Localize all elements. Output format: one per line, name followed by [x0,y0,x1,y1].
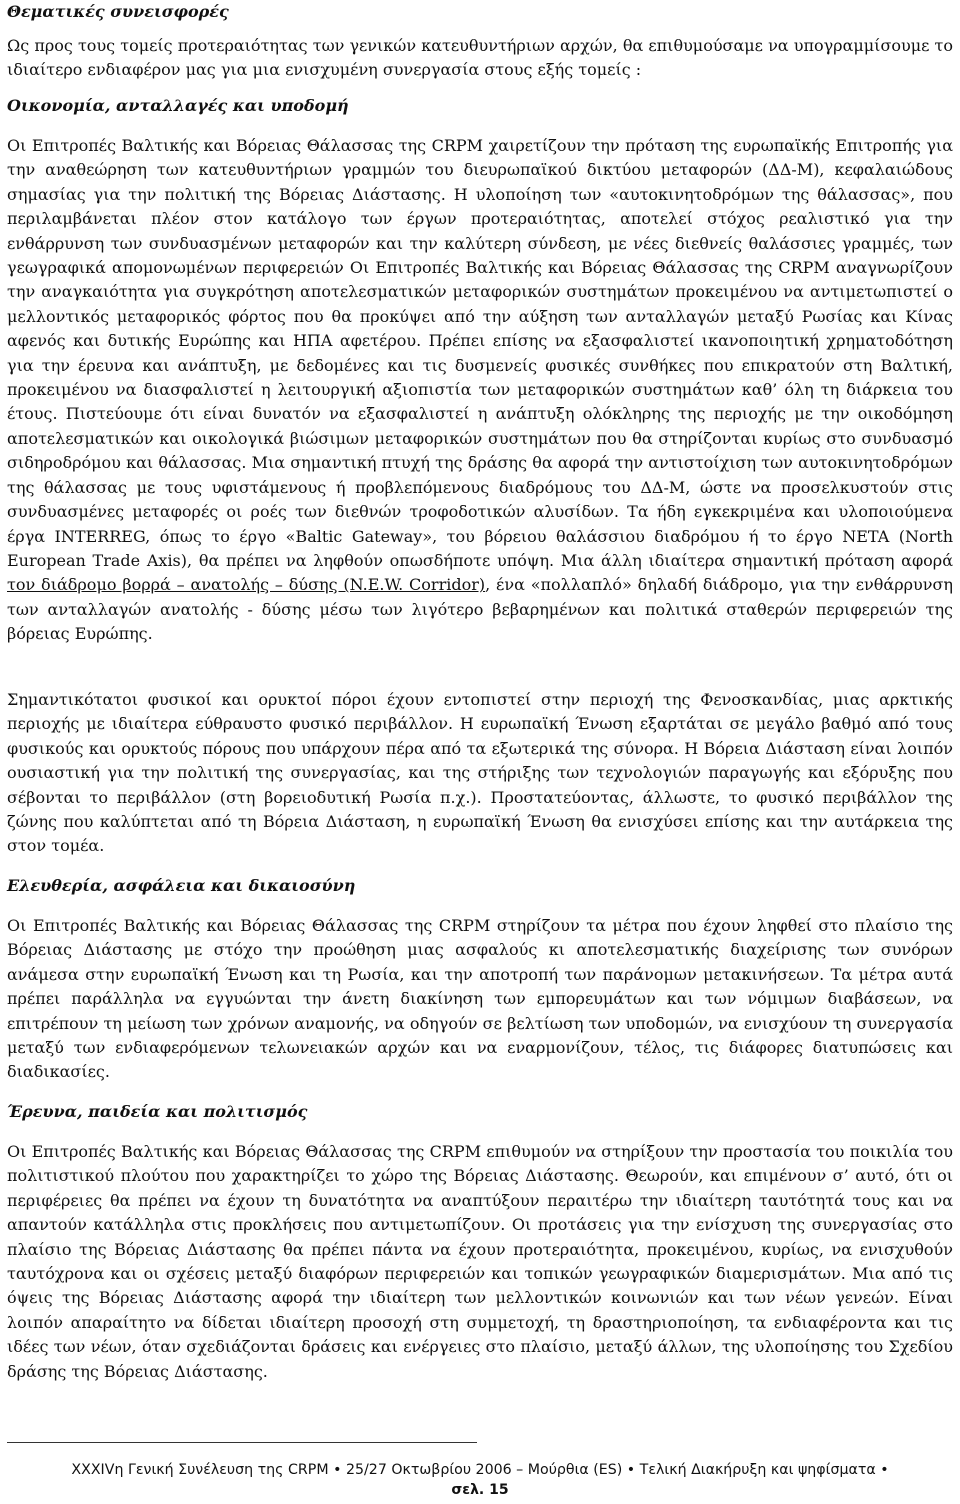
subheading-research [7,1101,307,1123]
economy-paragraph-text-end: , ένα «πολλαπλό» δηλαδή διάδρομο, για την ενθάρρυνση των ανταλλαγών ανατολής - δύσης μέσω των λιγότερο βεβαρημένων και πολιτικά σταθερών περιφερειών της βόρειας Ευρώπης. [7,575,953,644]
subheading-economy-label: Οικονομία, ανταλλαγές και υποδομή [7,96,349,115]
economy-paragraph [7,134,953,647]
subheading-freedom [7,875,355,897]
intro-paragraph: Ως προς τους τομείς προτεραιότητας των γενικών κατευθυντήριων αρχών, θα επιθυμούσαμε να υπογραμμίσουμε το ιδιαίτερο ενδιαφέρον μας για μια ενισχυμένη συνεργασία στους εξής τομείς : [7,36,953,80]
footer-text: XXXIVη Γενική Συνέλευση της CRPM • 25/27 Οκτωβρίου 2006 – Μούρθια (ES) • Τελική Διακήρυξη και ψηφίσματα • [71,1462,889,1478]
resources-paragraph: Σημαντικότατοι φυσικοί και ορυκτοί πόροι έχουν εντοπιστεί στην περιοχή της Φενοσκανδίας, μιας αρκτικής περιοχής με ιδιαίτερα εύθραυστο φυσικό περιβάλλον. Η ευρωπαϊκή Ένωση εξαρτάται σε μεγάλο βαθμό από τους φυσικούς και ορυκτούς πόρους που υπάρχουν πέρα από τα εξωτερικά της σύνορα. Η Βόρεια Διάσταση είναι λοιπόν ουσιαστική για την πολιτική της συνεργασίας, και της στήριξης των τεχνολογιών παραγωγής και εξόρυξης που σέβονται το περιβάλλον (στη βορειοδυτική Ρωσία π.χ.). Προστατεύοντας, άλλωστε, το φυσικό περιβάλλον της ζώνης που καλύπτεται από τη Βόρεια Διάσταση, η ευρωπαϊκή Ένωση θα ενισχύσει επίσης και την αυτάρκεια της στον τομέα. [7,690,953,856]
freedom-paragraph: Οι Επιτροπές Βαλτικής και Βόρειας Θάλασσας της CRPM στηρίζουν τα μέτρα που έχουν ληφθεί στο πλαίσιο της Βόρειας Διάστασης με στόχο την προώθηση μιας ασφαλούς κι αποτελεσματικής διαχείρισης των συνόρων ανάμεσα στην ευρωπαϊκή Ένωση και τη Ρωσία, και την αποτροπή των παράνομων μετακινήσεων. Τα μέτρα αυτά πρέπει παράλληλα να εγγυώνται την άνετη διακίνηση των εμπορευμάτων και των νόμιμων διαβάσεων, να επιτρέπουν τη μείωση των χρόνων αναμονής, να οδηγούν σε βελτίωση των υποδομών, να ενισχύουν τη συνεργασία μεταξύ των ενδιαφερόμενων τελωνειακών αρχών και να εναρμονίζουν, τέλος, τις διάφορες διατυπώσεις και διαδικασίες. [7,916,953,1082]
subheading-economy [7,95,349,117]
subheading-research-label: Έρευνα, παιδεία και πολιτισμός [7,1102,308,1121]
research-paragraph: Οι Επιτροπές Βαλτικής και Βόρειας Θάλασσας της CRPM επιθυμούν να στηρίξουν την προστασία του ποικιλία του πολιτιστικού πλούτου που χαρακτηρίζει το χώρο της Βόρειας Διάστασης. Θεωρούν, και επιμένουν σ’ αυτό, ότι οι περιφέρειες θα πρέπει να έχουν τη δυνατότητα να αναπτύξουν περαιτέρω την ιδιαίτερη ταυτότητά τους και να απαντούν κατάλληλα στις προκλήσεις που αντιμετωπίζουν. Οι προτάσεις για την ενίσχυση της συνεργασίας στο πλαίσιο της Βόρειας Διάστασης θα πρέπει πάντα να έχουν προτεραιότητα, προκειμένου, κυρίως, να ενισχυθούν ταυτόχρονα και οι σχέσεις μεταξύ διαφόρων περιφερειών και τοπικών γεωγραφικών διαμερισμάτων. Μια από τις όψεις της Βόρειας Διάστασης αφορά την ιδιαίτερη των μελλοντικών κοινωνιών και των νέων γενεών. Είναι λοιπόν απαραίτητο να δίδεται ιδιαίτερη προσοχή στη συμμετοχή, τη δραστηριοποίηση, τα ενδιαφέροντα και τις ιδέες των νέων, όταν σχεδιάζονται δράσεις και ενέργειες στο πλαίσιο, μεταξύ άλλων, της υλοποίησης του Σχεδίου δράσης της Βόρειας Διάστασης. [7,1142,953,1381]
new-corridor-underlined-text: τον διάδρομο βορρά – ανατολής – δύσης (N.E.W. Corridor) [7,575,486,595]
economy-paragraph-text-start: Οι Επιτροπές Βαλτικής και Βόρειας Θάλασσας της CRPM χαιρετίζουν την πρόταση της ευρωπαϊκής Επιτροπής για την αναθεώρηση των κατευθυντήριων γραμμών του διευρωπαϊκού δικτύου μεταφορών (ΔΔ-Μ), κεφαλαιώδους σημασίας για την πολιτική της Βόρειας Διάστασης. Η υλοποίηση των «αυτοκινητοδρόμων της θάλασσας», που περιλαμβάνεται πλέον στον κατάλογο των έργων προτεραιότητας, αποτελεί στόχος ρεαλιστικό για την ενθάρρυνση των συνδυασμένων μεταφορών και την καλύτερη σύνδεση, με νέες διεθνείς θαλάσσιες γραμμές, των γεωγραφικά απομονωμένων περιφερειών Οι Επιτροπές Βαλτικής και Βόρειας Θάλασσας της CRPM αναγνωρίζουν την αναγκαιότητα για συγκρότηση αποτελεσματικών μεταφορικών συστημάτων προκειμένου να αντιμετωπιστεί ο μελλοντικός μεταφορικός φόρτος που θα προκύψει από την αύξηση των ανταλλαγών μεταξύ Ρωσίας και Κίνας αφενός και δυτικής Ευρώπης και ΗΠΑ αφετέρου. Πρέπει επίσης να εξασφαλιστεί ικανοποιητική χρηματοδότηση για την έρευνα και ανάπτυξη, με δεδομένες και τις δυσμενείς φυσικές συνθήκες που επικρατούν στη Βαλτική, προκειμένου να διασφαλιστεί η λειτουργική αξιοπιστία των μεταφορικών συστημάτων καθ’ όλη τη διάρκεια του έτους. Πιστεύουμε ότι είναι δυνατόν να εξασφαλιστεί η ανάπτυξη ολόκληρης της περιοχής με την οικοδόμηση αποτελεσματικών και οικολογικά βιώσιμων μεταφορικών συστημάτων που θα στηρίζονται κυρίως στο συνδυασμό σιδηροδρόμου και θάλασσας. Μια σημαντική πτυχή της δράσης θα αφορά την αντιστοίχιση των αυτοκινητοδρόμων της θάλασσας με τους υφιστάμενους ή προβλεπόμενους διαδρόμους του ΔΔ-Μ, ώστε να προσελκυστούν στις συνδυασμένες μεταφορές οι ροές των διεθνών τροφοδοτικών αλυσίδων. Τα ήδη εγκεκριμένα και υλοποιούμενα έργα INTERREG, όπως το έργο «Baltic Gateway», του βόρειου θαλάσσιου διαδρόμου ή το έργο NETA (North European Trade Axis), θα πρέπει να ληφθούν οπωσδήποτε υπόψη. Μια άλλη ιδιαίτερα σημαντική πρόταση αφορά [7,136,953,570]
subheading-freedom-label: Ελευθερία, ασφάλεια και δικαιοσύνη [7,876,356,895]
footer-divider [7,1442,477,1443]
section-heading-thematic-contributions: Θεματικές συνεισφορές [7,2,229,21]
page-number: σελ. 15 [451,1482,509,1498]
